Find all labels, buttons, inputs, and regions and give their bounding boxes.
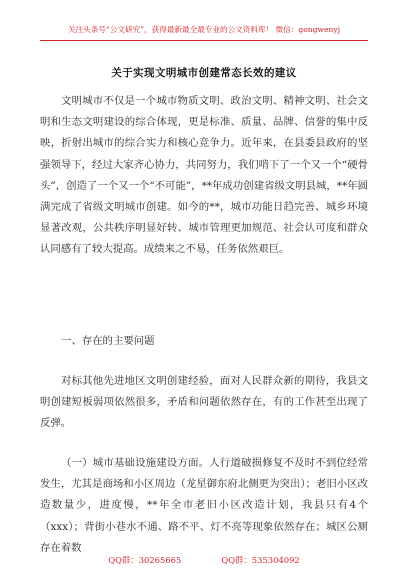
footer-qq-group-1: QQ群：30265665 (108, 555, 182, 565)
document-title: 关于实现文明城市创建常态长效的建议 (111, 67, 297, 79)
section-heading: 一、存在的主要问题 (61, 335, 155, 347)
header-banner: 关注头条号“公文研究”，获得最新最全最专业的公文资料库！ 微信：gongwenyj (67, 25, 341, 34)
paragraph-comparison: 对标其他先进地区文明创建经验，面对人民群众新的期待，我县文明创建短板弱项依然很多，矛盾和问题依然存在，有的工作甚至出现了反弹。 (40, 375, 368, 430)
paragraph-intro: 文明城市不仅是一个城市物质文明、政治文明、精神文明、社会文明和生态文明建设的综合体现，更是标准、质量、品牌、信誉的集中反映，折射出城市的综合实力和核心竞争力。近年来，在县委县政府的坚强领导下，经过大家齐心协力，共同努力，我们啃下了一个又一个“硬骨头”，创造了一个又一个“不可能”，**年成功创建省级文明县城，**年圆满完成了省级文明城市创建。如今的**，城市功能日趋完善、城乡环境显著改观，公共秩序明显好转、城市管理更加规范、社会认可度和群众认同感有了较大提高。成绩来之不易，任务依然艰巨。 (40, 95, 368, 256)
footer-contacts (0, 554, 408, 566)
paragraph-infrastructure: （一）城市基础设施建设方面。人行道破损修复不及时不到位经常发生，尤其是商场和小区周边（龙星御东府北侧更为突出）；老旧小区改造数量少，进度慢，**年全市老旧小区改造计划，我县只有4个（xxx）；背街小巷水不通、路不平、灯不亮等现象依然存在；城区公厕存在着数 (40, 457, 368, 554)
header-divider (40, 40, 368, 41)
footer-qq-group-2: QQ群：535304092 (221, 555, 300, 565)
